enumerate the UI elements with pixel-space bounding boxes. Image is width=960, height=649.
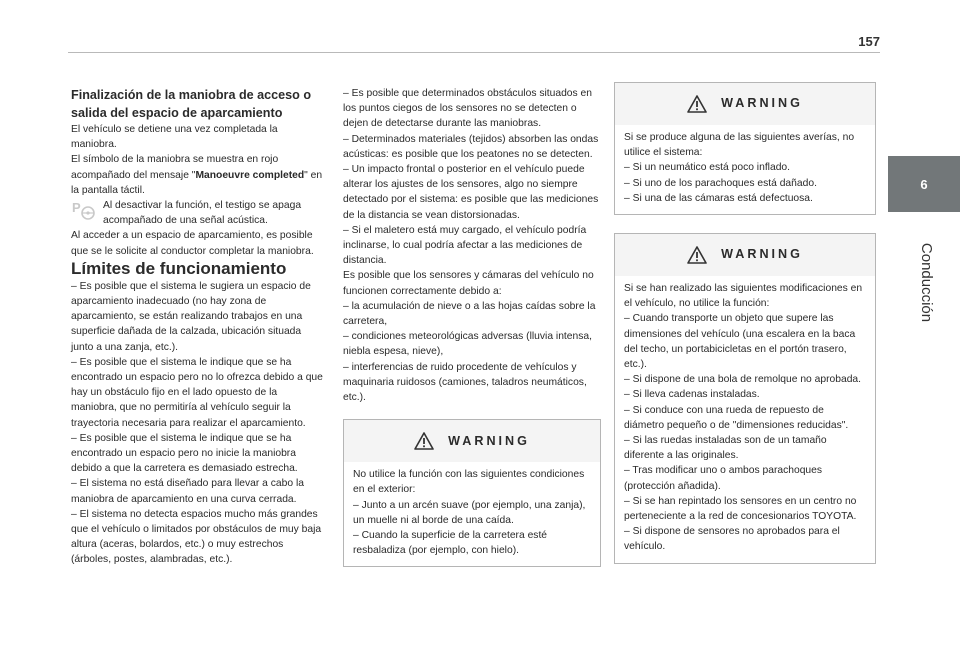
list-item: – Determinados materiales (tejidos) absorben las ondas acústicas: es posible que los peatones no se detecten. bbox=[343, 133, 599, 160]
warning-text: No utilice la función con las siguientes condiciones en el exterior: bbox=[353, 469, 585, 496]
warning-header bbox=[344, 420, 600, 462]
warning-body bbox=[615, 125, 875, 214]
svg-text:P: P bbox=[72, 200, 81, 216]
list-item: – Si una de las cámaras está defectuosa. bbox=[624, 192, 813, 204]
list-item: – condiciones meteorológicas adversas (lluvia intensa, niebla espesa, nieve), bbox=[343, 331, 592, 358]
list-item: – Si un neumático está poco inflado. bbox=[624, 162, 791, 174]
warning-header bbox=[615, 234, 875, 276]
warning-header bbox=[615, 83, 875, 125]
warning-title: WARNING bbox=[721, 247, 803, 262]
list-item: – Es posible que el sistema le indique que se ha encontrado un espacio pero no lo ofrezca debido a que hay un obstáculo fijo en el lado opuesto de la maniobra, que no permitiría al vehículo seguir la trayectoria necesaria para realizar el aparcamiento. bbox=[71, 356, 323, 429]
list-item: – interferencias de ruido procedente de vehículos y maquinaria ruidosos (camiones, taladros neumáticos, etc.). bbox=[343, 361, 587, 404]
warning-box bbox=[614, 82, 876, 215]
paragraph: Es posible que los sensores y cámaras del vehículo no funcionen correctamente debido a: bbox=[343, 270, 594, 297]
column-2 bbox=[343, 86, 601, 567]
list-item: – Es posible que determinados obstáculos situados en los puntos ciegos de los sensores no se detecten o dejen de detectarse durante las maniobras. bbox=[343, 88, 593, 130]
warning-box bbox=[614, 233, 876, 564]
parking-assist-icon bbox=[71, 199, 97, 221]
section-heading-maneuver-end: Finalización de la maniobra de acceso o salida del espacio de aparcamiento bbox=[71, 88, 312, 120]
note-block bbox=[71, 198, 325, 228]
column-3 bbox=[614, 82, 876, 564]
page-number: 157 bbox=[858, 34, 880, 49]
list-item: – Junto a un arcén suave (por ejemplo, una zanja), un muelle ni al borde de una caída. bbox=[353, 499, 586, 526]
warning-title: WARNING bbox=[448, 433, 530, 448]
note-text: Al desactivar la función, el testigo se apaga acompañado de una señal acústica. bbox=[103, 200, 302, 227]
warning-body bbox=[615, 276, 875, 563]
section-heading-limits: Límites de funcionamiento bbox=[71, 258, 287, 278]
list-item: – Si dispone de sensores no aprobados para el vehículo. bbox=[624, 526, 840, 553]
warning-triangle-icon bbox=[687, 95, 707, 113]
list-item: – El sistema no está diseñado para llevar a cabo la maniobra de aparcamiento en una curva cerrada. bbox=[71, 478, 304, 505]
warning-title: WARNING bbox=[721, 96, 803, 111]
list-item: – Si dispone de una bola de remolque no aprobada. bbox=[624, 374, 862, 386]
list-item: – Si conduce con una rueda de repuesto de diámetro pequeño o de "dimensiones reducidas". bbox=[624, 404, 849, 431]
top-rule bbox=[68, 52, 880, 53]
list-item: – Si las ruedas instaladas son de un tamaño diferente a las originales. bbox=[624, 435, 827, 462]
warning-text: Si se han realizado las siguientes modificaciones en el vehículo, no utilice la función: bbox=[624, 283, 863, 310]
warning-triangle-icon bbox=[687, 246, 707, 264]
list-item: – Si se han repintado los sensores en un centro no perteneciente a la red de concesionarios TOYOTA. bbox=[624, 495, 857, 523]
list-item: – Es posible que el sistema le sugiera un espacio de aparcamiento inadecuado (no hay zona de aparcamiento, se están realizando trabajos en una superficie dañada de la calzada, ubicación situada junto a una zanja, etc.). bbox=[71, 280, 311, 353]
list-item: – El sistema no detecta espacios mucho más grandes que el vehículo o limitados por obstáculos de muy baja altura (aceras, bolardos, etc.) o muy estrechos (árboles, postes, alambradas, etc.). bbox=[71, 508, 322, 566]
list-item: – Si lleva cadenas instaladas. bbox=[624, 389, 760, 401]
chapter-tab[interactable] bbox=[888, 156, 960, 212]
list-item: – Es posible que el sistema le indique que se ha encontrado un espacio pero no inicie la maniobra debido a que la carretera es demasiado estrecha. bbox=[71, 432, 298, 475]
paragraph: El vehículo se detiene una vez completada la maniobra. bbox=[71, 124, 278, 151]
list-item: – Si uno de los parachoques está dañado. bbox=[624, 177, 817, 189]
list-item: – Si el maletero está muy cargado, el vehículo podría inclinarse, lo cual podría afectar a las mediciones de distancia. bbox=[343, 224, 587, 267]
list-item: – Cuando la superficie de la carretera esté resbaladiza (por ejemplo, con hielo). bbox=[353, 530, 548, 557]
column-1 bbox=[71, 86, 325, 568]
list-item: – la acumulación de nieve o a las hojas caídas sobre la carretera, bbox=[343, 300, 596, 328]
warning-box bbox=[343, 419, 601, 567]
warning-triangle-icon bbox=[414, 432, 434, 450]
chapter-number: 6 bbox=[920, 176, 928, 192]
list-item: – Tras modificar uno o ambos parachoques (protección añadida). bbox=[624, 465, 823, 492]
chapter-label bbox=[912, 222, 942, 342]
list-item: – Un impacto frontal o posterior en el vehículo puede alterar los ajustes de los sensores, algo no siempre detectado por el sistema: es posible que las mediciones de la distancia se vean distorsionadas. bbox=[343, 164, 599, 221]
chapter-title: Conducción bbox=[918, 242, 936, 322]
paragraph: Al acceder a un espacio de aparcamiento, es posible que se le solicite al conductor completar la maniobra. bbox=[71, 230, 314, 257]
paragraph: El símbolo de la maniobra se muestra en rojo acompañado del mensaje "Manoeuvre completed" en la pantalla táctil. bbox=[71, 154, 323, 196]
warning-text: Si se produce alguna de las siguientes averías, no utilice el sistema: bbox=[624, 132, 855, 159]
list-item: – Cuando transporte un objeto que supere las dimensiones del vehículo (una escalera en la baca del techo, un portabicicletas en el portón trasero, etc.). bbox=[624, 313, 856, 371]
warning-body bbox=[344, 462, 600, 566]
